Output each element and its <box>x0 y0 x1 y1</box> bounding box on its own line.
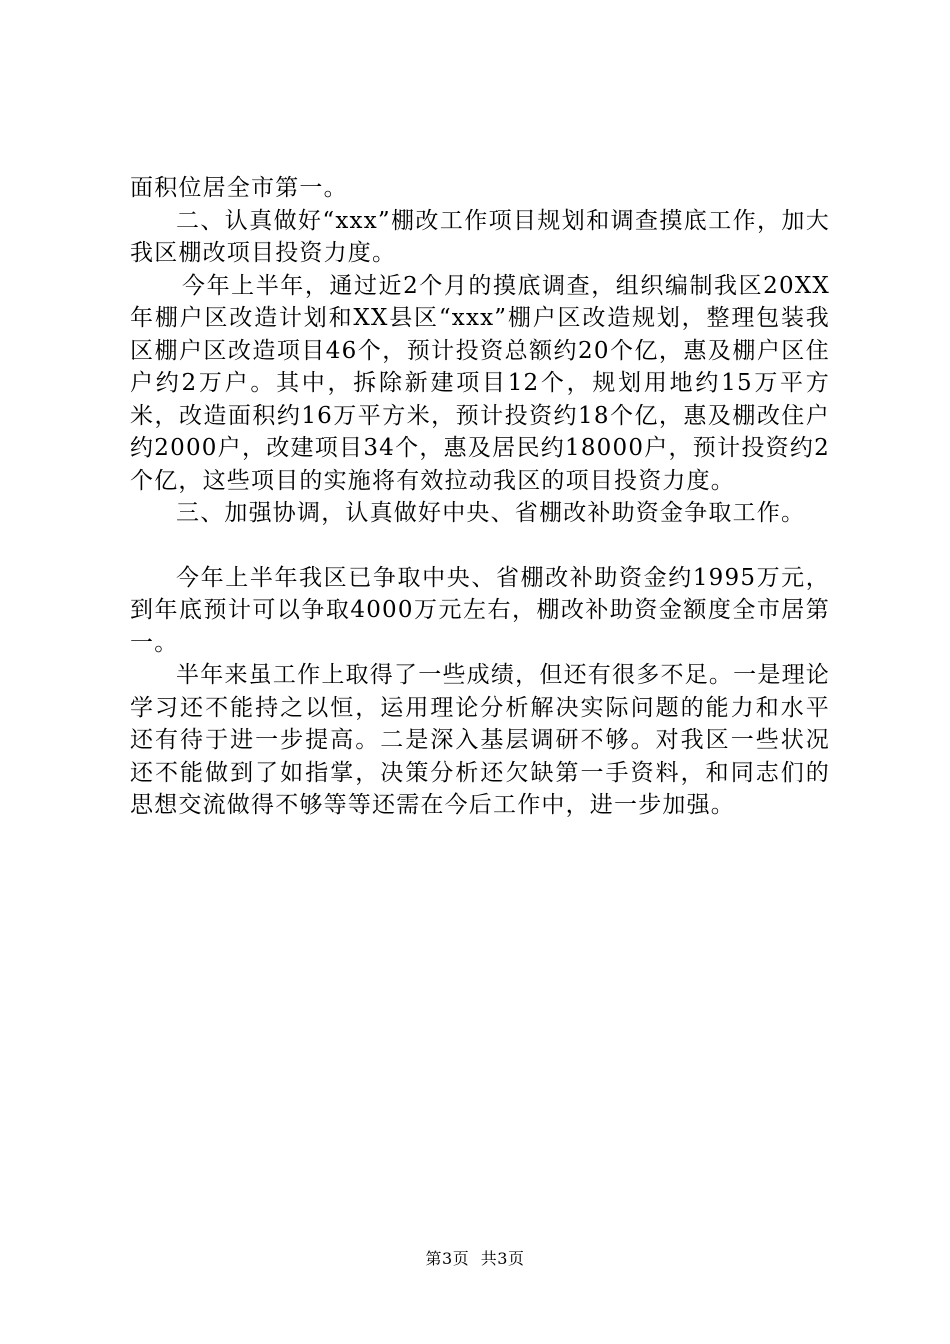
paragraph-6: 半年来虽工作上取得了一些成绩，但还有很多不足。一是理论学习还不能持之以恒，运用理论分析解决实际问题的能力和水平还有待于进一步提高。二是深入基层调研不够。对我区一些状况还不能做到了如指掌，决策分析还欠缺第一手资料，和同志们的思想交流做得不够等等还需在今后工作中，进一步加强。 <box>130 662 830 818</box>
page-number-current: 第3页 <box>425 1249 470 1268</box>
paragraph-heading-3: 三、加强协调，认真做好中央、省棚改补助资金争取工作。 <box>176 500 806 526</box>
page-number-total: 共3页 <box>480 1249 525 1268</box>
paragraph-heading-2: 二、认真做好“xxx”棚改工作项目规划和调查摸底工作，加大我区棚改项目投资力度。 <box>130 207 830 266</box>
paragraph-5: 今年上半年我区已争取中央、省棚改补助资金约1995万元，到年底预计可以争取4000万元左右，棚改补助资金额度全市居第一。 <box>130 564 830 656</box>
document-body <box>130 172 830 822</box>
paragraph-1: 面积位居全市第一。 <box>130 175 348 201</box>
page-footer <box>0 1246 950 1269</box>
paragraph-3: 今年上半年，通过近2个月的摸底调查，组织编制我区20XX年棚户区改造计划和XX县区“xxx”棚户区改造规划，整理包装我区棚户区改造项目46个，预计投资总额约20个亿，惠及棚户区住户约2万户。其中，拆除新建项目12个，规划用地约15万平方米，改造面积约16万平方米，预计投资约18个亿，惠及棚改住户约2000户，改建项目34个，惠及居民约18000户，预计投资约2个亿，这些项目的实施将有效拉动我区的项目投资力度。 <box>130 272 830 494</box>
